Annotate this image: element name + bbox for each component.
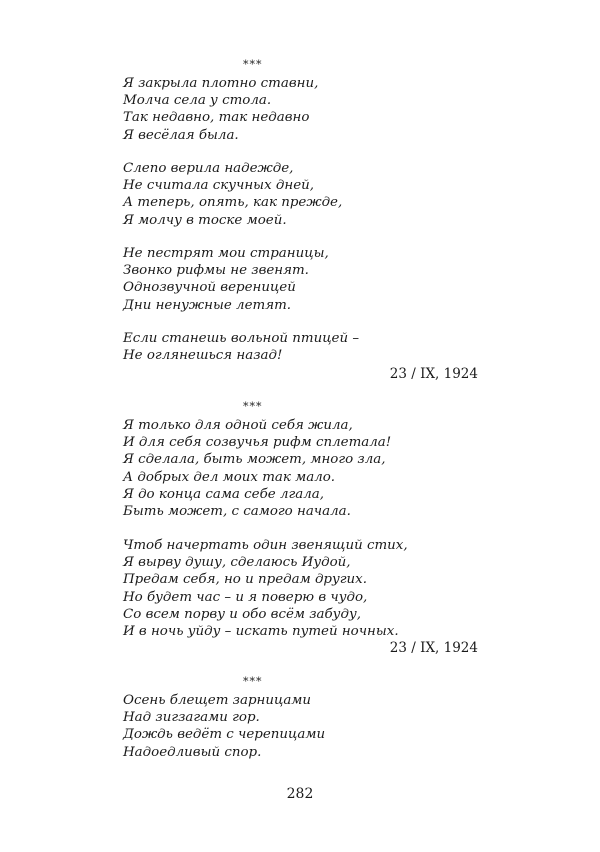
verse-line: Я только для одной себя жила, xyxy=(123,418,353,433)
poem-1-stanza-1 xyxy=(123,75,318,144)
verse-line: Слепо верила надежде, xyxy=(123,161,294,176)
poem-2-date: 23 / IX, 1924 xyxy=(389,640,478,656)
verse-line: Я сделала, быть может, много зла, xyxy=(123,452,386,468)
poem-1-stanza-2 xyxy=(123,160,342,229)
poem-1-stanza-4 xyxy=(123,330,359,364)
verse-line: Но будет час – и я поверю в чудо, xyxy=(123,589,368,605)
verse-line: Звонко рифмы не звенят. xyxy=(123,263,309,279)
verse-line: Молча села у стола. xyxy=(123,93,272,109)
verse-line: Над зигзагами гор. xyxy=(123,710,260,726)
verse-line: А добрых дел моих так мало. xyxy=(123,469,336,485)
verse-line: Не считала скучных дней, xyxy=(123,178,314,194)
verse-line: Надоедливый спор. xyxy=(123,744,262,760)
verse-line: Я вырву душу, сделаюсь Иудой, xyxy=(123,555,351,571)
verse-line: Однозвучной вереницей xyxy=(123,280,296,296)
verse-line: Со всем порву и обо всём забуду, xyxy=(123,606,361,622)
verse-line: И в ночь уйду – искать путей ночных. xyxy=(123,624,399,640)
verse-line: Так недавно, так недавно xyxy=(123,110,310,126)
poem-separator: *** xyxy=(243,58,263,71)
poem-2-stanza-1 xyxy=(123,417,391,520)
verse-line: Осень блещет зарницами xyxy=(123,693,312,708)
verse-line: Не пестрят мои страницы, xyxy=(123,246,329,261)
verse-line: Дни ненужные летят. xyxy=(123,297,292,313)
verse-line: Я до конца сама себе лгала, xyxy=(123,486,324,502)
verse-line: Если станешь вольной птицей – xyxy=(123,331,360,346)
verse-line: Я молчу в тоске моей. xyxy=(123,212,287,228)
poem-separator: *** xyxy=(243,400,263,413)
verse-line: Я закрыла плотно ставни, xyxy=(123,76,319,91)
verse-line: Я весёлая была. xyxy=(123,127,239,143)
verse-line: И для себя созвучья рифм сплетала! xyxy=(123,435,392,451)
poem-3-stanza-1 xyxy=(123,692,325,761)
verse-line: А теперь, опять, как прежде, xyxy=(123,195,343,211)
verse-line: Быть может, с самого начала. xyxy=(123,504,351,520)
poem-2-stanza-2 xyxy=(123,537,408,640)
verse-line: Дождь ведёт с черепицами xyxy=(123,727,326,743)
verse-line: Предам себя, но и предам других. xyxy=(123,572,367,588)
verse-line: Чтоб начертать один звенящий стих, xyxy=(123,538,408,553)
poem-separator: *** xyxy=(243,675,263,688)
verse-line: Не оглянешься назад! xyxy=(123,348,283,364)
poem-1-date: 23 / IX, 1924 xyxy=(389,366,478,382)
page-number: 282 xyxy=(286,786,314,802)
poem-1-stanza-3 xyxy=(123,245,329,314)
